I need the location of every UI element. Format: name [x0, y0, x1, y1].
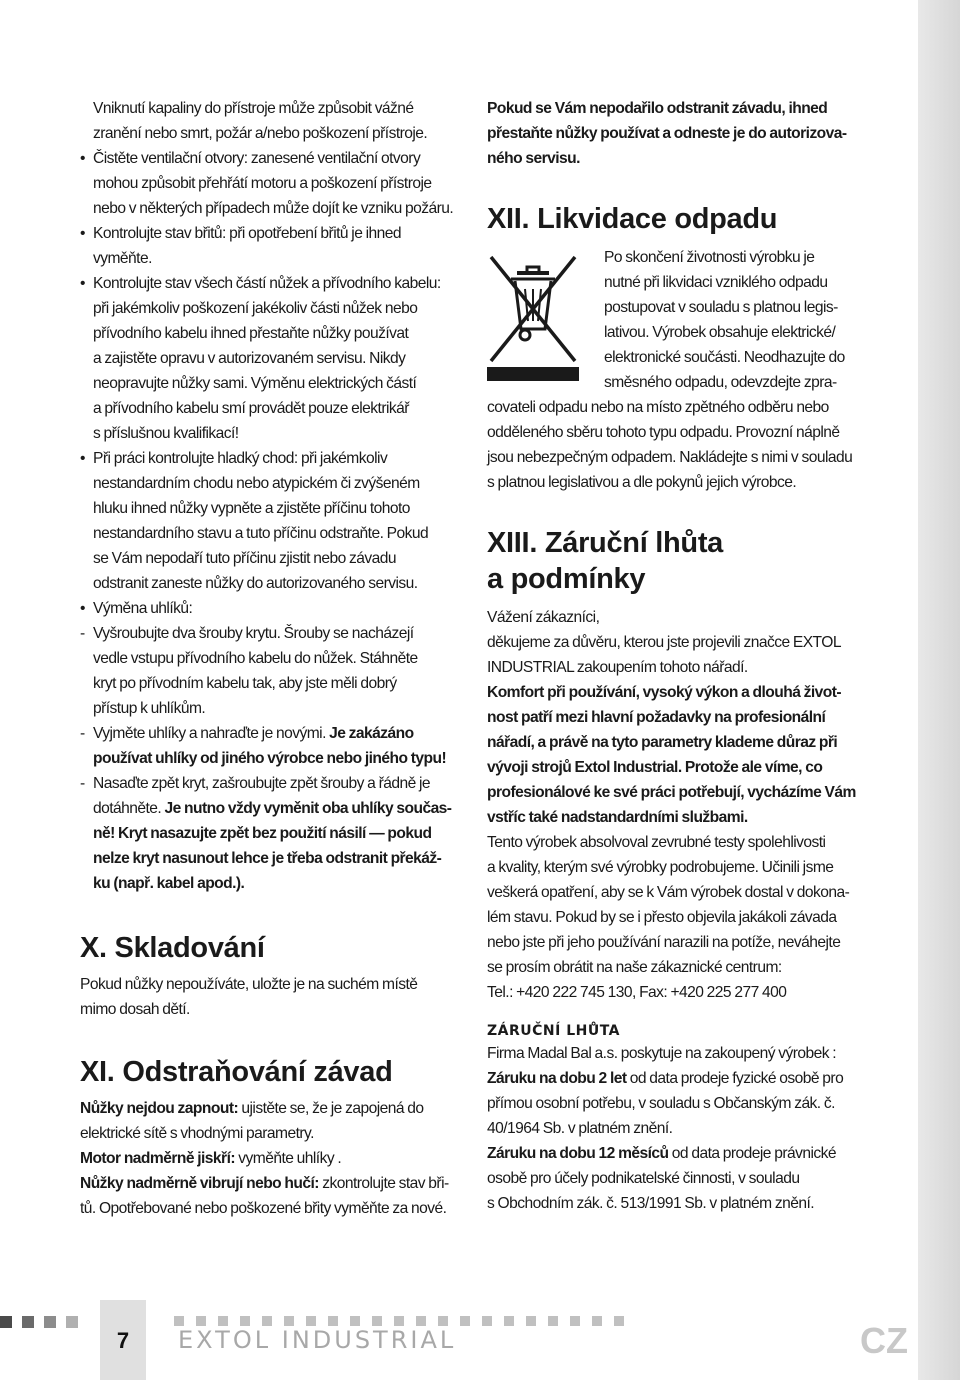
text-line: lativou. Výrobek obsahuje elektrické/ [604, 324, 836, 341]
dash-mark: - [80, 775, 85, 792]
text-line: Po skončení životnosti výrobku je [604, 249, 815, 266]
warning-text: ně! Kryt nasazujte zpět bez použití násilí — pokud [93, 825, 432, 842]
intro-line: zranění nebo smrt, požár a/nebo poškození přístroje. [93, 125, 428, 142]
footer-square-decor [240, 1316, 250, 1326]
text-line: přívodního kabelu ihned přestaňte nůžky používat [93, 325, 409, 342]
text-line: se Vám nepodaří tuto příčinu zjistit nebo závadu [93, 550, 396, 567]
footer-square-decor [306, 1316, 316, 1326]
maintenance-bullets [80, 146, 465, 621]
warranty-heading: ZÁRUČNÍ LHŮTA [487, 1023, 621, 1039]
bullet-item [80, 596, 465, 621]
testing-line: Tento výrobek absolvoval zevrubné testy spolehlivosti [487, 834, 826, 851]
fault-label: Nůžky nejdou zapnout: [80, 1100, 239, 1117]
bullet-mark: • [80, 225, 85, 242]
footer-square-decor [66, 1316, 78, 1328]
waste-disposal-block [487, 245, 872, 395]
quality-line: nářadí, a právě na tyto parametry klademe důraz při [487, 734, 838, 751]
greeting: Vážení zákazníci, [487, 609, 600, 626]
troubleshoot-line [80, 1096, 465, 1121]
bullet-item [80, 221, 465, 271]
troubleshoot-line: elektrické sítě s vhodnými parametry. [80, 1125, 314, 1142]
dash-item [80, 771, 465, 896]
dash-mark: - [80, 625, 85, 642]
crossed-out-wheelie-bin-icon [487, 251, 579, 381]
text-line: nestandardního stavu a tuto příčinu odstraňte. Pokud [93, 525, 429, 542]
text-line: mohou způsobit přehřátí motoru a poškození přístroje [93, 175, 432, 192]
quality-line: vývoji strojů Extol Industrial. Protože ale víme, co [487, 759, 823, 776]
text-line: a přívodního kabelu smí provádět pouze elektrikář [93, 400, 409, 417]
text-line: elektronické součásti. Neodhazujte do [604, 349, 845, 366]
storage-line: mimo dosah dětí. [80, 1001, 190, 1018]
footer-square-decor [0, 1316, 12, 1328]
warranty-line: Firma Madal Bal a.s. poskytuje na zakoupený výrobek : [487, 1045, 837, 1062]
footer-square-decor [218, 1316, 228, 1326]
text-line: Kontrolujte stav břitů: při opotřebení břitů je ihned [93, 225, 402, 242]
waste-line: covateli odpadu nebo na místo zpětného odběru nebo [487, 399, 829, 416]
section-xii-heading: XII. Likvidace odpadu [487, 203, 778, 235]
waste-line: jsou nebezpečným odpadem. Nakládejte s nimi v souladu [487, 449, 853, 466]
service-notice-line: Pokud se Vám nepodařilo odstranit závadu, ihned [487, 100, 828, 117]
bullet-mark: • [80, 150, 85, 167]
thanks-line: děkujeme za důvěru, kterou jste projevili značce EXTOL [487, 634, 841, 651]
warning-text: nelze kryt nasunout lehce je třeba odstranit překáž- [93, 850, 442, 867]
warning-text: Je nutno vždy vyměnit oba uhlíky součas- [164, 800, 452, 817]
fault-label: Motor nadměrně jiskří: [80, 1150, 235, 1167]
testing-line: veškerá opatření, aby se k Vám výrobek dostal v dokona- [487, 884, 850, 901]
footer-square-decor [174, 1316, 184, 1326]
section-x-heading: X. Skladování [80, 932, 265, 964]
text-line: od data prodeje fyzické osobě pro [626, 1070, 844, 1087]
footer-square-decor [570, 1316, 580, 1326]
testing-line: a kvality, kterým své výrobky podrobujeme. Učinili jsme [487, 859, 834, 876]
text-line: Nasaďte zpět kryt, zašroubujte zpět šrouby a řádně je [93, 775, 431, 792]
bullet-mark: • [80, 600, 85, 617]
intro-line: Vniknutí kapaliny do přístroje může způsobit vážné [93, 100, 414, 117]
warranty-line: 40/1964 Sb. v platném znění. [487, 1120, 673, 1137]
text-line: Výměna uhlíků: [93, 600, 193, 617]
troubleshoot-line [80, 1146, 465, 1171]
text-line: odstranit zaneste nůžky do autorizovaného servisu. [93, 575, 418, 592]
waste-line: odděleného sběru tohoto typu odpadu. Provozní náplně [487, 424, 840, 441]
warranty-line: přímou osobní potřebu, v souladu s Občanským zák. č. [487, 1095, 835, 1112]
footer-square-decor [548, 1316, 558, 1326]
service-notice-line: ného servisu. [487, 150, 580, 167]
warranty-term: Záruku na dobu 2 let [487, 1070, 627, 1087]
fault-remedy: ujistěte se, že je zapojená do [238, 1100, 424, 1117]
testing-line: nebo jste při jeho používání narazili na potíže, neváhejte [487, 934, 841, 951]
text-line: kryt po přívodním kabelu tak, aby jste měli dobrý [93, 675, 397, 692]
warranty-line: osobě pro účely podnikatelské činnosti, v souladu [487, 1170, 800, 1187]
quality-line: vstříc také nadstandardními službami. [487, 809, 748, 826]
brand-logo: EXTOL INDUSTRIAL [178, 1326, 457, 1354]
storage-line: Pokud nůžky nepoužíváte, uložte je na suchém místě [80, 976, 418, 993]
warranty-line [487, 1066, 872, 1091]
footer-square-decor [328, 1316, 338, 1326]
footer-square-decor [416, 1316, 426, 1326]
page-number-box [100, 1300, 146, 1380]
text-line: Kontrolujte stav všech částí nůžek a přívodního kabelu: [93, 275, 441, 292]
page-edge-band [918, 0, 960, 1380]
quality-line: profesionálové ke své práci potřebují, vycházíme Vám [487, 784, 856, 801]
footer-square-decor [284, 1316, 294, 1326]
footer-square-decor [614, 1316, 624, 1326]
text-line: Čistěte ventilační otvory: zanesené ventilační otvory [93, 150, 421, 167]
footer-square-decor [460, 1316, 470, 1326]
dash-mark: - [80, 725, 85, 742]
text-line: Vyšroubujte dva šrouby krytu. Šrouby se nacházejí [93, 625, 414, 642]
section-xiii-heading-cont: a podmínky [487, 563, 646, 595]
text-line: postupovat v souladu s platnou legis- [604, 299, 838, 316]
text-line: směsného odpadu, odevzdejte zpra- [604, 374, 837, 391]
warranty-line [487, 1141, 872, 1166]
page-number: 7 [116, 1328, 130, 1353]
section-xi-heading: XI. Odstraňování závad [80, 1056, 393, 1088]
text-line: vedle vstupu přívodního kabelu do nůžek. Stáhněte [93, 650, 418, 667]
troubleshoot-line: tů. Opotřebované nebo poškozené břity vyměňte za nové. [80, 1200, 447, 1217]
bullet-mark: • [80, 450, 85, 467]
testing-line: lém stavu. Pokud by se i přesto objevila jakákoli závada [487, 909, 837, 926]
warning-text: Je zakázáno [329, 725, 414, 742]
footer-square-decor [526, 1316, 536, 1326]
footer-square-decor [350, 1316, 360, 1326]
warranty-term: Záruku na dobu 12 měsíců [487, 1145, 669, 1162]
text-line: od data prodeje právnické [668, 1145, 836, 1162]
text-line: s příslušnou kvalifikací! [93, 425, 239, 442]
footer-square-decor [438, 1316, 448, 1326]
text-line: dotáhněte. [93, 800, 165, 817]
warranty-line: s Obchodním zák. č. 513/1991 Sb. v platném znění. [487, 1195, 815, 1212]
service-notice-line: přestaňte nůžky používat a odneste je do autorizova- [487, 125, 847, 142]
fault-remedy: zkontrolujte stav bři- [318, 1175, 449, 1192]
text-line: přístup k uhlíkům. [93, 700, 206, 717]
footer-square-decor [44, 1316, 56, 1328]
footer-square-decor [504, 1316, 514, 1326]
bullet-item [80, 446, 465, 596]
footer-square-decor [22, 1316, 34, 1328]
language-code: CZ [860, 1320, 908, 1361]
dash-item [80, 721, 465, 771]
quality-line: Komfort při používání, vysoký výkon a dlouhá život- [487, 684, 842, 701]
waste-side-text [604, 245, 872, 395]
footer-square-decor [482, 1316, 492, 1326]
waste-line: s platnou legislativou a dle pokynů jejich výrobce. [487, 474, 797, 491]
section-xiii-heading: XIII. Záruční lhůta [487, 527, 723, 559]
brush-replacement-steps [80, 621, 465, 896]
testing-line: se prosím obrátit na naše zákaznické centrum: [487, 959, 782, 976]
fault-remedy: vyměňte uhlíky . [235, 1150, 342, 1167]
text-line: a zajistěte opravu v autorizovaném servisu. Nikdy [93, 350, 406, 367]
footer-square-decor [262, 1316, 272, 1326]
text-line: Vyjměte uhlíky a nahraďte je novými. [93, 725, 330, 742]
text-line: vyměňte. [93, 250, 152, 267]
contact-line: Tel.: +420 222 745 130, Fax: +420 225 277 400 [487, 984, 787, 1001]
footer-square-decor [394, 1316, 404, 1326]
footer-square-decor [592, 1316, 602, 1326]
text-line: při jakémkoliv poškození jakékoliv části nůžek nebo [93, 300, 418, 317]
text-line: Při práci kontrolujte hladký chod: při jakémkoliv [93, 450, 388, 467]
bullet-item [80, 271, 465, 446]
troubleshoot-line [80, 1171, 465, 1196]
text-line: hluku ihned nůžky vypněte a zjistěte příčinu tohoto [93, 500, 410, 517]
text-line: neopravujte nůžky sami. Výměnu elektrických částí [93, 375, 417, 392]
bullet-mark: • [80, 275, 85, 292]
thanks-line: INDUSTRIAL zakoupením tohoto nářadí. [487, 659, 748, 676]
text-line: nutné při likvidaci vzniklého odpadu [604, 274, 828, 291]
footer-square-decor [372, 1316, 382, 1326]
warning-text: používat uhlíky od jiného výrobce nebo jiného typu! [93, 750, 447, 767]
warning-text: ku (např. kabel apod.). [93, 875, 245, 892]
bullet-item [80, 146, 465, 221]
left-column [80, 96, 465, 1221]
footer-square-decor [196, 1316, 206, 1326]
text-line: nebo v některých případech může dojít ke vzniku požáru. [93, 200, 454, 217]
dash-item [80, 621, 465, 721]
text-line: nestandardním chodu nebo atypickém či zvýšeném [93, 475, 420, 492]
fault-label: Nůžky nadměrně vibrují nebo hučí: [80, 1175, 319, 1192]
quality-line: nost patří mezi hlavní požadavky na profesionální [487, 709, 826, 726]
right-column [487, 96, 872, 1216]
